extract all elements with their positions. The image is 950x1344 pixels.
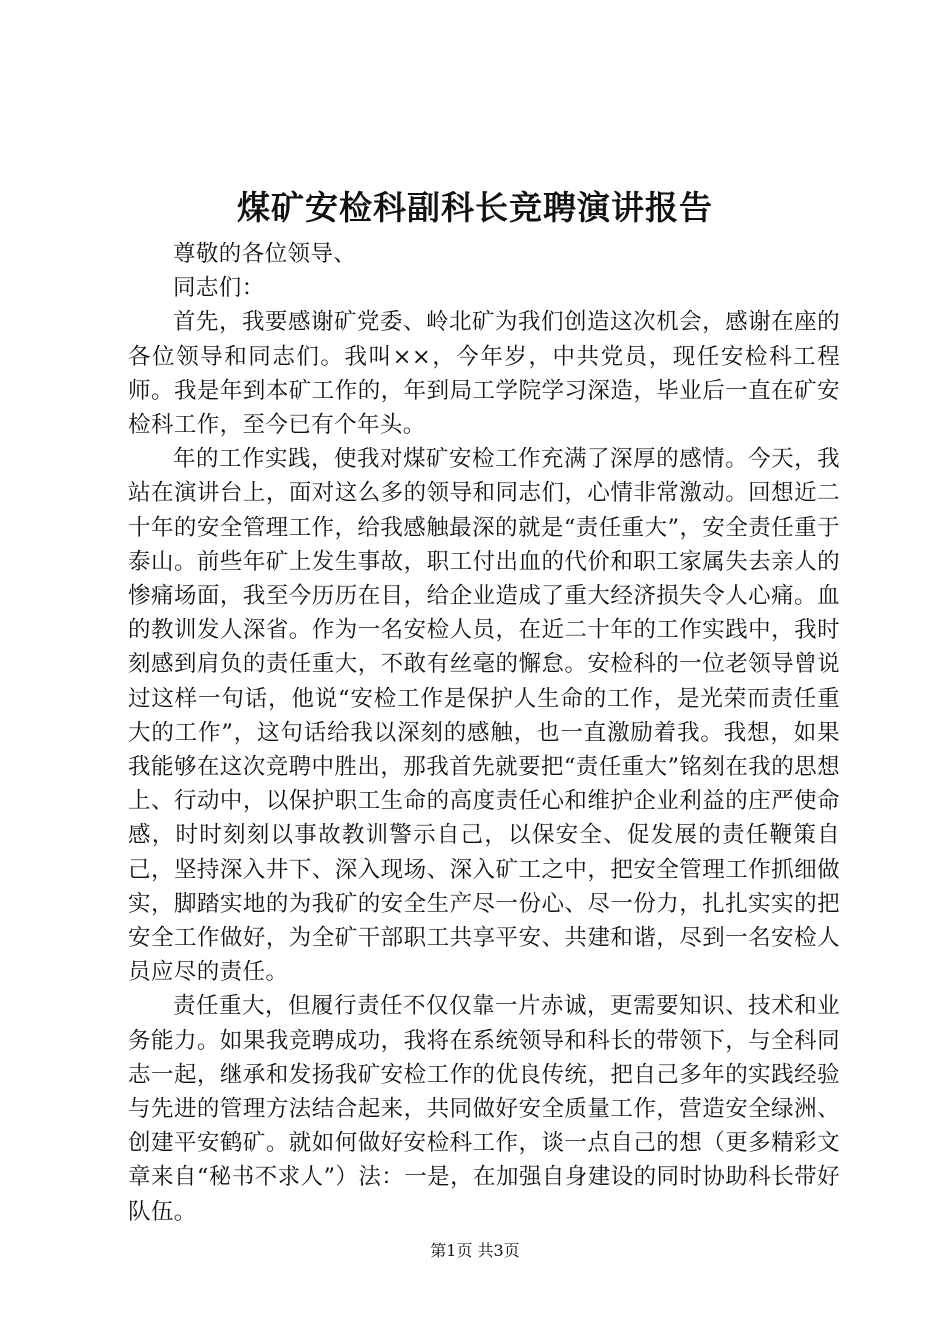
body-paragraph: 首先，我要感谢矿党委、岭北矿为我们创造这次机会，感谢在座的各位领导和同志们。我叫××，今年岁，中共党员，现任安检科工程师。我是年到本矿工作的，年到局工学院学习深造，毕业后一直在矿安检科工作，至今已有个年头。 xyxy=(128,309,840,439)
greeting-line: 同志们： xyxy=(173,275,265,302)
body-paragraph: 年的工作实践，使我对煤矿安检工作充满了深厚的感情。今天，我站在演讲台上，面对这么多的领导和同志们，心情非常激动。回想近二十年的安全管理工作，给我感触最深的就是“责任重大”，安全责任重于泰山。前些年矿上发生事故，职工付出血的代价和职工家属失去亲人的惨痛场面，我至今历历在目，给企业造成了重大经济损失令人心痛。血的教训发人深省。作为一名安检人员，在近二十年的工作实践中，我时刻感到肩负的责任重大，不敢有丝毫的懈怠。安检科的一位老领导曾说过这样一句话，他说“安检工作是保护人生命的工作，是光荣而责任重大的工作”，这句话给我以深刻的感触，也一直激励着我。我想，如果我能够在这次竞聘中胜出，那我首先就要把“责任重大”铭刻在我的思想上、行动中，以保护职工生命的高度责任心和维护企业利益的庄严使命感，时时刻刻以事故教训警示自己，以保安全、促发展的责任鞭策自己，坚持深入井下、深入现场、深入矿工之中，把安全管理工作抓细做实，脚踏实地的为我矿的安全生产尽一份心、尽一份力，扎扎实实的把安全工作做好，为全矿干部职工共享平安、共建和谐，尽到一名安检人员应尽的责任。 xyxy=(128,446,840,986)
document-title: 煤矿安检科副科长竞聘演讲报告 xyxy=(237,188,713,227)
document-body xyxy=(128,237,840,1229)
greeting-line: 尊敬的各位领导、 xyxy=(173,241,357,267)
page-number-footer: 第1页 共3页 xyxy=(430,1241,520,1260)
body-paragraph: 责任重大，但履行责任不仅仅靠一片赤诚，更需要知识、技术和业务能力。如果我竞聘成功，我将在系统领导和科长的带领下，与全科同志一起，继承和发扬我矿安检工作的优良传统，把自己多年的实践经验与先进的管理方法结合起来，共同做好安全质量工作，营造安全绿洲、创建平安鹤矿。就如何做好安检科工作，谈一点自己的想（更多精彩文章来自“秘书不求人”）法：一是，在加强自身建设的同时协助科长带好队伍。 xyxy=(128,993,840,1225)
